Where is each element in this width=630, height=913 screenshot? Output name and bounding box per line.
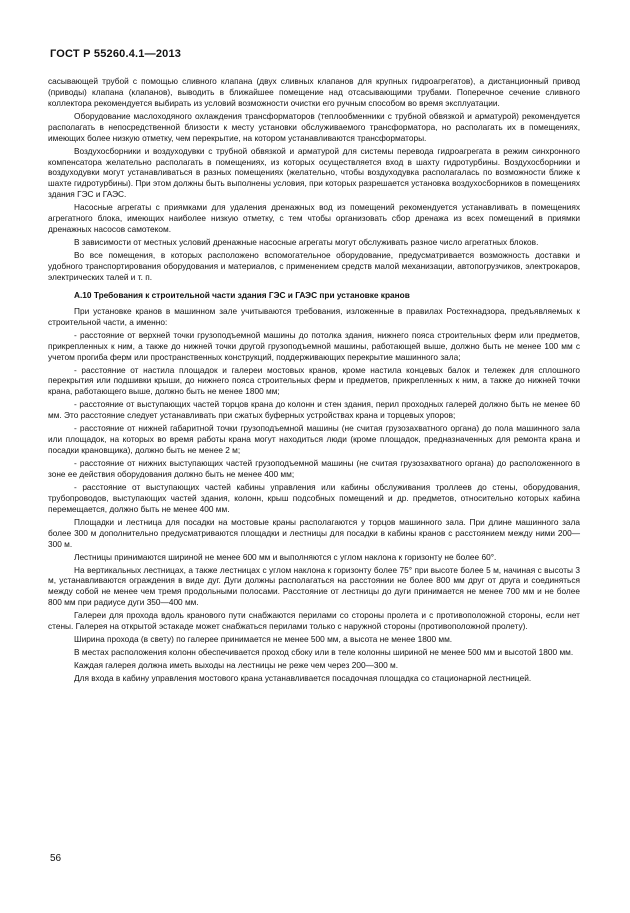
paragraph: Лестницы принимаются шириной не менее 600 мм и выполняются с углом наклона к горизонту не более 60°. xyxy=(74,551,497,562)
paragraph: Галереи для прохода вдоль кранового пути снабжаются перилами со стороны пролета и с противоположной стороны, если нет стены. Галерея на открытой эстакаде может снабжаться перилами только с наружной стороны (противоположной пролету). xyxy=(48,610,580,632)
list-item: - расстояние от выступающих частей торцов крана до колонн и стен здания, перил проходных галерей должно быть не менее 60 мм. Это расстояние следует устанавливать при сжатых буферных устройствах крана и торцевых упоров; xyxy=(48,399,580,421)
list-item: - расстояние от нижних выступающих частей грузоподъемной машины (не считая грузозахватного органа) до расположенного в зоне ее действия оборудования должно быть не менее 400 мм; xyxy=(48,458,580,479)
list-item: - расстояние от верхней точки грузоподъемной машины до потолка здания, нижнего пояса строительных ферм или предметов, прикрепленных к ним, а также до нижней точки другой грузоподъемной машины, работающей выше, должно быть не менее 100 мм с учетом прогиба ферм или пространственных конструкций, поддерживающих перекрытие машинного зала; xyxy=(48,329,580,362)
section-heading: А.10 Требования к строительной части здания ГЭС и ГАЭС при установке кранов xyxy=(74,289,410,300)
document-header: ГОСТ Р 55260.4.1—2013 xyxy=(50,48,182,60)
paragraph: Оборудование маслоходяного охлаждения трансформаторов (теплообменники с трубной обвязкой и арматурой) рекомендуется располагать в непосредственной близости к месту установки обслуживаемого трансформатора, но располагать их в помещениях, имеющих более низкую отметку, чем перекрытие, на котором устанавливаются трансформаторы. xyxy=(48,110,580,143)
list-item: - расстояние от выступающих частей кабины управления или кабины обслуживания троллеев до стены, оборудования, трубопроводов, выступающих частей здания, колонн, крыш подсобных помещений и др. предметов, относительно которых кабина перемещается, должно быть не менее 400 мм. xyxy=(48,481,580,514)
list-item: - расстояние от настила площадок и галереи мостовых кранов, кроме настила концевых балок и тележек для сплошного перекрытия или подшивки крыши, до нижнего пояса строительных ферм и предметов, прикрепленных к ним, а также до нижней точки крана, работающего выше, должно быть не менее 1800 мм; xyxy=(48,364,580,397)
paragraph: Для входа в кабину управления мостового крана устанавливается посадочная площадка со стационарной лестницей. xyxy=(74,673,532,684)
list-item: - расстояние от нижней габаритной точки грузоподъемной машины (не считая грузозахватного органа) до пола машинного зала или площадок, на которых во время работы крана могут находиться люди (кроме площадок, предназначенных для ремонта крана и посадки крановщика), должно быть не менее 2 м; xyxy=(48,423,580,456)
paragraph: На вертикальных лестницах, а также лестницах с углом наклона к горизонту более 75° при высоте более 5 м, начиная с высоты 3 м, устанавливаются ограждения в виде дуг. Дуги должны располагаться на расстоянии не более 800 мм друг от друга и соединяться между собой не менее чем тремя продольными полосами. Расстояние от лестницы до дуги принимается не менее 700 мм и не более 800 мм при радиусе дуги 350—400 мм. xyxy=(48,564,580,608)
paragraph: При установке кранов в машинном зале учитываются требования, изложенные в правилах Ростехнадзора, предъявляемых к строительной части, а именно: xyxy=(48,305,580,327)
document-body xyxy=(48,76,580,686)
page-number: 56 xyxy=(50,853,62,864)
paragraph: Каждая галерея должна иметь выходы на лестницы не реже чем через 200—300 м. xyxy=(74,660,399,671)
paragraph: Воздухосборники и воздуходувки с трубной обвязкой и арматурой для системы перевода гидроагрегата в режим синхронного компенсатора желательно располагать в помещениях, из которых осуществляется вход в шахту гидротурбины. Воздухосборники и воздуходувки могут устанавливаться в разных помещениях (желательно, чтобы воздуходувка располагалась по возможности ближе к шахте гидротурбины). При этом должны быть выполнены условия, при которых разрешается установка воздухосборников в помещениях здания ГЭС и ГАЭС. xyxy=(48,145,580,200)
paragraph: сасывающей трубой с помощью сливного клапана (двух сливных клапанов для крупных гидроагрегатов), а дистанционный привод (приводы) клапана (клапанов), выводить в ближайшее помещение над отсасывающими трубами. Поперечное сечение сливного коллектора рекомендуется выбирать из условий возможности очистки его ручным способом во время эксплуатации. xyxy=(48,76,580,108)
paragraph: Во все помещения, в которых расположено вспомогательное оборудование, предусматривается возможность доставки и удобного транспортирования оборудования и материалов, с применением средств малой механизации, автопогрузчиков, электрокаров, электрических талей и т. п. xyxy=(48,250,580,282)
paragraph: Площадки и лестница для посадки на мостовые краны располагаются у торцов машинного зала. При длине машинного зала более 300 м дополнительно предусматриваются площадки и лестницы для посадки в кабины кранов с расстоянием между ними 200—300 м. xyxy=(48,516,580,549)
paragraph: В зависимости от местных условий дренажные насосные агрегаты могут обслуживать разное число агрегатных блоков. xyxy=(74,237,539,248)
paragraph: Насосные агрегаты с приямками для удаления дренажных вод из помещений рекомендуется устанавливать в помещениях агрегатного блока, имеющих наиболее низкую отметку, с тем чтобы организовать сбор дренажа из всех помещений в приямки дренажных насосов самотеком. xyxy=(48,202,580,235)
paragraph: Ширина прохода (в свету) по галерее принимается не менее 500 мм, а высота не менее 1800 мм. xyxy=(74,634,453,645)
paragraph: В местах расположения колонн обеспечивается проход сбоку или в теле колонны шириной не менее 500 мм и высотой 1800 мм. xyxy=(74,647,574,658)
